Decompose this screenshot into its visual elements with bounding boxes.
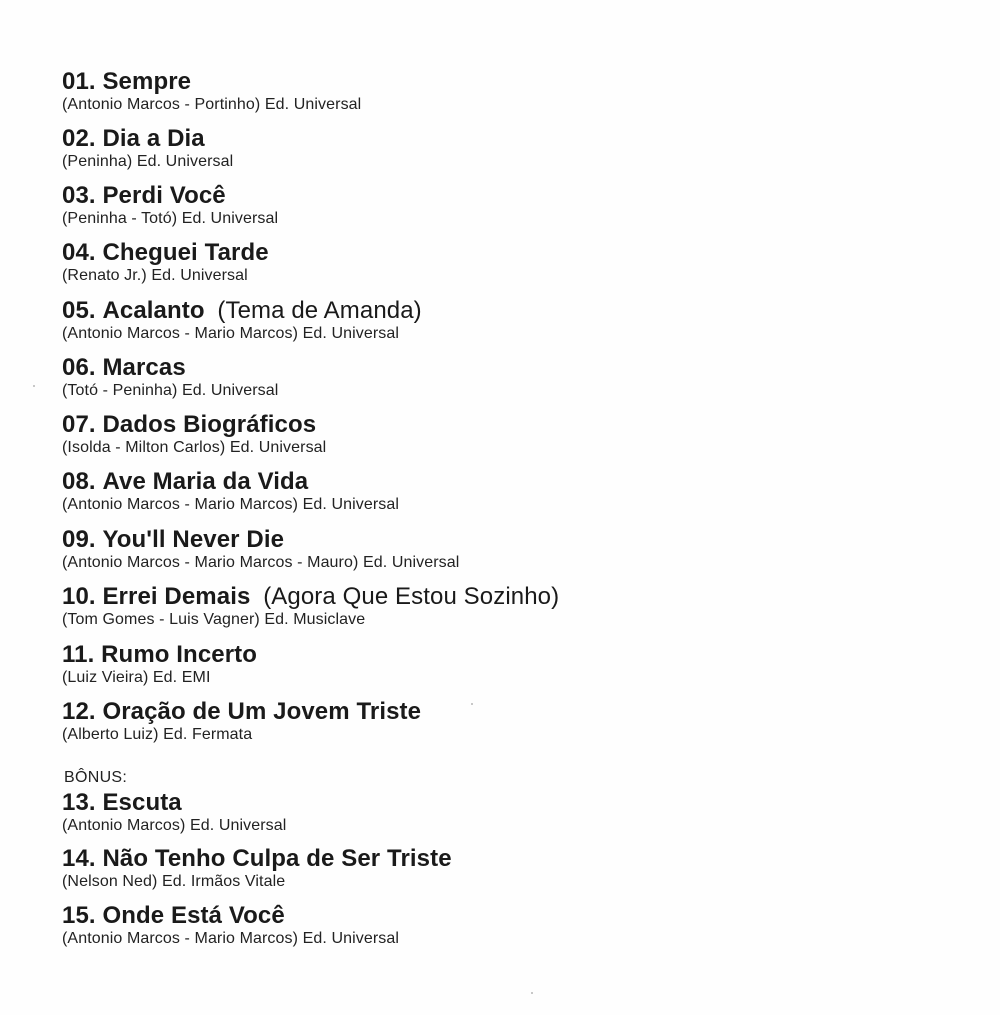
track-number: 09.	[62, 526, 96, 553]
track-credits: (Tom Gomes - Luis Vagner) Ed. Musiclave	[62, 611, 366, 628]
track-title	[62, 354, 278, 382]
track-item	[62, 239, 269, 285]
track-title	[62, 641, 257, 669]
track-credits: (Antonio Marcos - Mario Marcos) Ed. Universal	[62, 325, 400, 342]
track-title	[62, 698, 421, 726]
track-name: Não Tenho Culpa de Ser Triste	[102, 845, 452, 872]
track-number: 08.	[62, 468, 96, 495]
scan-speck	[33, 385, 35, 387]
track-title	[62, 845, 452, 873]
track-name: Dia a Dia	[102, 125, 205, 152]
track-title	[62, 411, 326, 439]
track-name: Cheguei Tarde	[102, 239, 269, 266]
track-number: 06.	[62, 354, 96, 381]
track-name: Ave Maria da Vida	[102, 468, 309, 495]
track-item	[62, 583, 559, 629]
track-item	[62, 297, 422, 343]
track-subtitle: (Agora Que Estou Sozinho)	[263, 583, 560, 610]
track-name: You'll Never Die	[102, 526, 285, 553]
scan-speck	[471, 703, 473, 705]
track-item	[62, 845, 452, 891]
track-credits: (Peninha) Ed. Universal	[62, 153, 234, 170]
track-credits: (Nelson Ned) Ed. Irmãos Vitale	[62, 873, 286, 890]
track-title	[62, 125, 233, 153]
track-number: 04.	[62, 239, 96, 266]
track-number: 05.	[62, 297, 96, 324]
track-number: 11.	[62, 641, 95, 668]
track-number: 15.	[62, 902, 96, 929]
track-item	[62, 411, 326, 457]
track-name: Errei Demais	[102, 583, 251, 610]
track-name: Rumo Incerto	[101, 641, 258, 668]
track-item	[62, 789, 286, 835]
track-name: Marcas	[102, 354, 186, 381]
track-subtitle: (Tema de Amanda)	[217, 297, 422, 324]
track-credits: (Antonio Marcos - Mario Marcos - Mauro) Ed. Universal	[62, 554, 460, 571]
track-credits: (Antonio Marcos - Mario Marcos) Ed. Universal	[62, 930, 400, 947]
track-item	[62, 125, 233, 171]
track-credits: (Antonio Marcos - Mario Marcos) Ed. Universal	[62, 496, 400, 513]
track-item	[62, 182, 278, 228]
track-title	[62, 182, 278, 210]
track-item	[62, 698, 421, 744]
track-number: 02.	[62, 125, 96, 152]
track-title	[62, 297, 422, 325]
track-title	[62, 902, 399, 930]
track-credits: (Antonio Marcos - Portinho) Ed. Universal	[62, 96, 362, 113]
track-name: Dados Biográficos	[102, 411, 317, 438]
track-name: Acalanto	[102, 297, 205, 324]
track-title	[62, 239, 269, 267]
track-credits: (Isolda - Milton Carlos) Ed. Universal	[62, 439, 327, 456]
scan-speck	[531, 992, 533, 994]
track-number: 13.	[62, 789, 96, 816]
track-number: 03.	[62, 182, 96, 209]
track-item	[62, 354, 278, 400]
track-credits: (Renato Jr.) Ed. Universal	[62, 267, 248, 284]
track-credits: (Alberto Luiz) Ed. Fermata	[62, 726, 253, 743]
track-number: 01.	[62, 68, 96, 95]
track-item	[62, 641, 257, 687]
track-item	[62, 526, 459, 572]
track-title	[62, 583, 559, 611]
track-name: Escuta	[102, 789, 182, 816]
track-credits: (Peninha - Totó) Ed. Universal	[62, 210, 279, 227]
track-credits: (Totó - Peninha) Ed. Universal	[62, 382, 279, 399]
track-number: 14.	[62, 845, 96, 872]
track-number: 12.	[62, 698, 96, 725]
track-credits: (Antonio Marcos) Ed. Universal	[62, 817, 287, 834]
track-title	[62, 526, 459, 554]
track-item	[62, 68, 361, 114]
track-credits: (Luiz Vieira) Ed. EMI	[62, 669, 211, 686]
track-item	[62, 468, 399, 514]
bonus-heading: BÔNUS:	[64, 769, 128, 786]
track-title	[62, 468, 399, 496]
track-title	[62, 68, 361, 96]
track-name: Sempre	[102, 68, 192, 95]
track-title	[62, 789, 286, 817]
track-name: Onde Está Você	[102, 902, 285, 929]
track-name: Oração de Um Jovem Triste	[102, 698, 422, 725]
track-item	[62, 902, 399, 948]
track-name: Perdi Você	[102, 182, 226, 209]
track-number: 10.	[62, 583, 96, 610]
track-number: 07.	[62, 411, 96, 438]
